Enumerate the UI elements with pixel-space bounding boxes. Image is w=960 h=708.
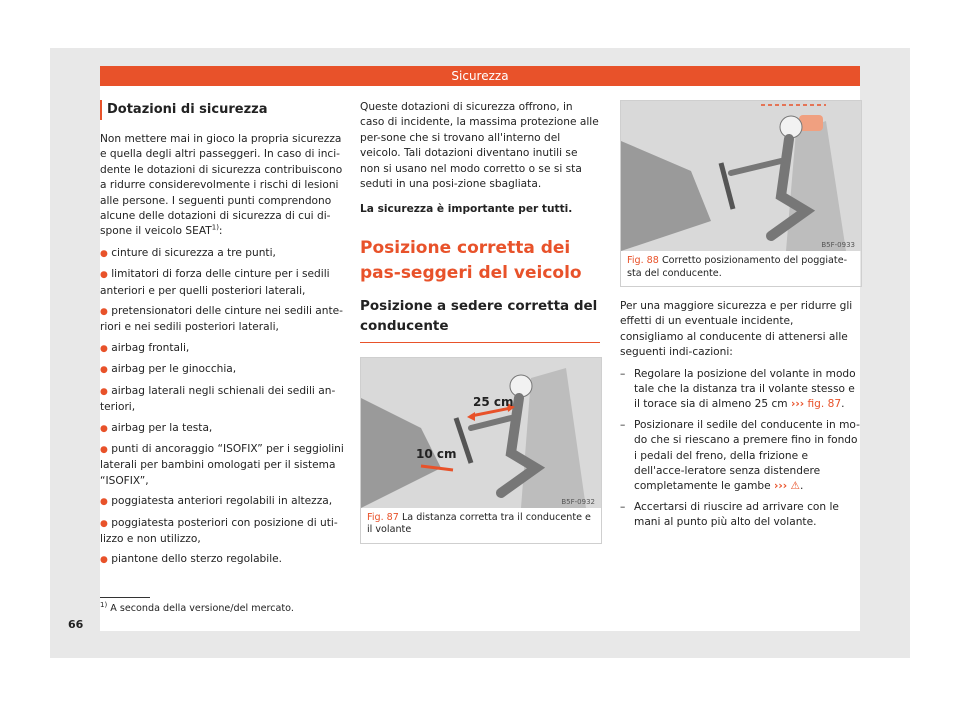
instruction-list xyxy=(620,367,860,531)
list-item: ● poggiatesta posteriori con posizione di uti-lizzo e non utilizzo, xyxy=(100,516,338,545)
sub-heading: Posizione a sedere corretta del conducente xyxy=(360,296,600,343)
footnote-rule xyxy=(100,597,150,598)
list-item: ● airbag laterali negli schienali dei sedili an-teriori, xyxy=(100,384,336,414)
figure-caption: Fig. 88 Corretto posizionamento del poggiate-sta del conducente. xyxy=(627,255,848,279)
warning-icon: ⚠ xyxy=(790,480,801,493)
list-item: ● cinture di sicurezza a tre punti, xyxy=(100,246,276,259)
figure-caption: Fig. 87 La distanza corretta tra il conducente e il volante xyxy=(367,511,591,536)
intro-paragraph: Non mettere mai in gioco la propria sicurezza e quella degli altri passeggeri. In caso di inci-dente le dotazioni di sicurezza contribuiscono a ridurre considerevolmente i rischi di lesioni alle persone. I seguenti punti comprendono alcune delle dotazioni di sicurezza di cui di-spone il veicolo SEAT$^{1)}$: xyxy=(100,133,343,238)
list-item: – Posizionare il sedile del conducente in mo-do che si riescano a premere fino in fondo i pedali del freno, della frizione e dell'acce-leratore senza distendere completamente le gambe ››› ⚠. xyxy=(620,418,860,493)
figure-code: B5F-0932 xyxy=(561,497,595,506)
figure-code: B5F-0933 xyxy=(821,241,855,249)
list-item: – Regolare la posizione del volante in modo tale che la distanza tra il volante stesso e il torace sia di almeno 25 cm ››› fig. 87. xyxy=(620,367,856,411)
column-right xyxy=(620,100,860,536)
list-item: ● airbag per le ginocchia, xyxy=(100,363,237,376)
footnote-ref: 1) xyxy=(211,223,219,232)
bullet-icon: ● xyxy=(100,497,108,508)
label-10cm: 10 cm xyxy=(416,446,457,461)
emphasis-line: La sicurezza è importante per tutti. xyxy=(360,203,573,216)
page-number: 66 xyxy=(68,618,84,631)
label-25cm: 25 cm xyxy=(473,394,514,409)
paragraph: Per una maggiore sicurezza e per ridurre gli effetti di un eventuale incidente, consigliamo al conducente di attenersi alle seguenti indi-cazioni: xyxy=(620,300,853,359)
driver-distance-illustration xyxy=(361,358,601,508)
headrest-illustration xyxy=(621,101,861,251)
list-item: ● poggiatesta anteriori regolabili in altezza, xyxy=(100,495,333,508)
chapter-heading: Posizione corretta dei pas-seggeri del veicolo xyxy=(360,237,582,283)
paragraph: Queste dotazioni di sicurezza offrono, in caso di incidente, la massima protezione alle per-sone che si trovano all'interno del veicolo. Tali dotazioni diventano inutili se non si usano nel modo corretto o se si sta seduti in una posi-zione sbagliata. xyxy=(360,101,599,191)
list-item: ● piantone dello sterzo regolabile. xyxy=(100,553,283,566)
figure-number: Fig. 88 xyxy=(627,255,659,266)
list-item: ● limitatori di forza delle cinture per i sedili anteriori e per quelli posteriori laterali, xyxy=(100,268,330,297)
chapter-header: Sicurezza xyxy=(100,66,860,86)
bullet-icon: ● xyxy=(100,343,108,354)
bullet-icon: ● xyxy=(100,307,108,318)
list-item: ● punti di ancoraggio “ISOFIX” per i seggiolini laterali per bambini omologati per il sistema “ISOFIX”, xyxy=(100,442,344,487)
column-left xyxy=(100,100,348,574)
list-item: ● pretensionatori delle cinture nei sedili ante-riori e nei sedili posteriori laterali, xyxy=(100,305,344,334)
figure-link[interactable]: fig. 87 xyxy=(807,398,842,411)
bullet-icon: ● xyxy=(100,386,108,397)
footnote: $^{1)}$ A seconda della versione/del mercato. xyxy=(100,600,294,614)
headrest-shape xyxy=(799,115,823,131)
section-title: Dotazioni di sicurezza xyxy=(100,100,348,120)
bullet-icon: ● xyxy=(100,444,108,455)
figure-87 xyxy=(360,357,602,544)
bullet-icon: ● xyxy=(100,248,108,259)
bullet-icon: ● xyxy=(100,555,108,566)
bullet-icon: ● xyxy=(100,365,108,376)
list-item: ● airbag frontali, xyxy=(100,341,190,354)
safety-features-list xyxy=(100,246,348,569)
arrow-icon: ››› xyxy=(774,480,788,493)
bullet-icon: ● xyxy=(100,270,108,281)
figure-88 xyxy=(620,100,862,287)
bullet-icon: ● xyxy=(100,423,108,434)
figure-number: Fig. 87 xyxy=(367,511,399,523)
arrow-icon: ››› xyxy=(791,398,805,411)
list-item: – Accertarsi di riuscire ad arrivare con le mani al punto più alto del volante. xyxy=(620,500,839,529)
list-item: ● airbag per la testa, xyxy=(100,421,213,434)
column-middle xyxy=(360,100,600,544)
bullet-icon: ● xyxy=(100,518,108,529)
